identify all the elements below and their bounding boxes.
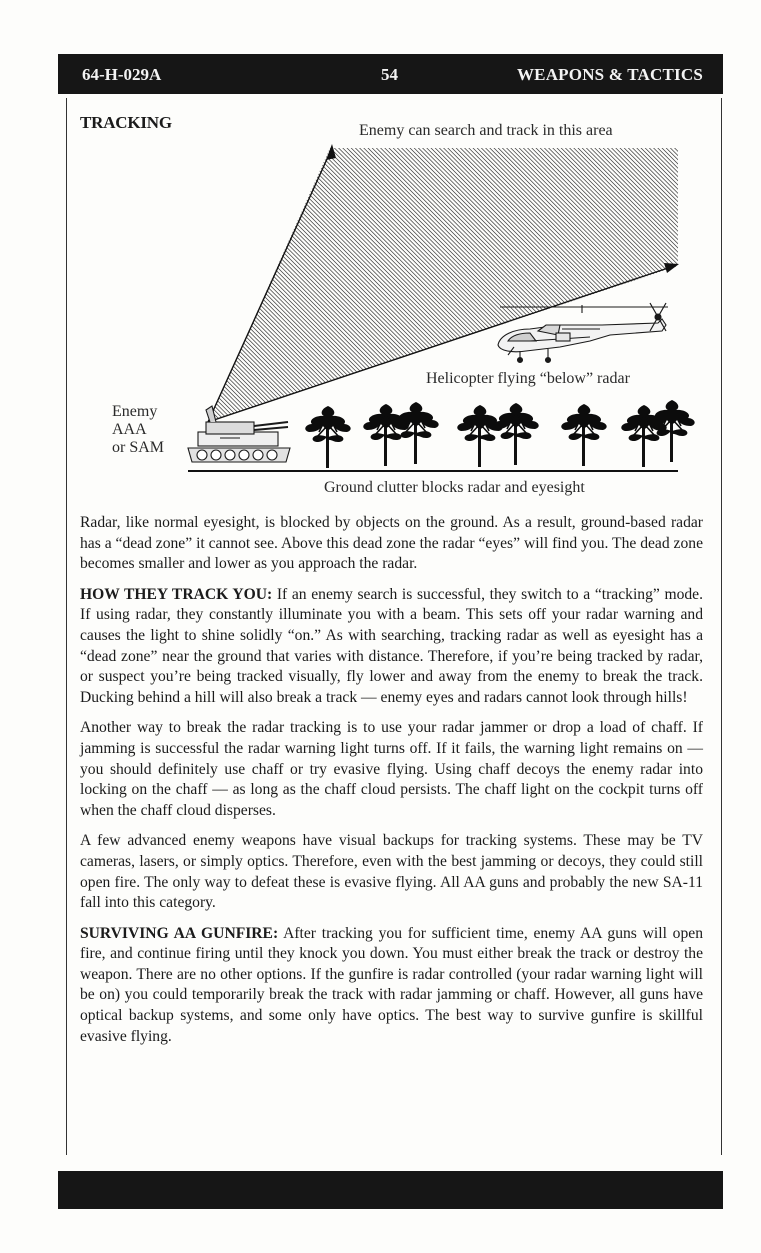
paragraph-surviving-gunfire	[80, 924, 703, 1048]
hatch-line	[60, 140, 265, 440]
page-footer-bar	[58, 1171, 723, 1209]
radar-beam-hatching	[60, 140, 720, 440]
hatch-line	[515, 140, 720, 440]
hatch-line	[60, 140, 316, 440]
hatch-line	[60, 140, 353, 440]
paragraph-text: A few advanced enemy weapons have visual backups for tracking systems. These may be TV cameras, lasers, or simply optics. Therefore, even with the best jamming or decoys, they could still open fire. The only way to defeat these is evasive flying. All AA guns and probably the new SA-11 fall into this category.	[80, 832, 703, 912]
hatch-line	[717, 140, 720, 440]
hatch-line	[60, 140, 253, 440]
hatch-line	[490, 140, 720, 440]
hatch-line	[427, 140, 720, 440]
beam-lower-edge	[208, 266, 674, 422]
hatch-line	[60, 140, 320, 440]
hatch-line	[60, 140, 290, 440]
hatch-line	[436, 140, 720, 440]
enemy-label-line3: or SAM	[112, 439, 165, 456]
hatch-line	[553, 140, 720, 440]
hatch-line	[688, 140, 720, 440]
paragraph-text: Radar, like normal eyesight, is blocked by objects on the ground. As a result, ground-based radar has a “dead zone” it cannot see. Above this dead zone the radar “eyes” will find you. The dead zone becomes smaller and lower as you approach the radar.	[80, 514, 703, 573]
hatch-line	[570, 140, 720, 440]
hatch-line	[444, 140, 720, 440]
search-area-label: Enemy can search and track in this area	[359, 122, 613, 139]
paragraph-break-tracking	[80, 718, 703, 821]
hatch-line	[524, 140, 720, 440]
hatch-line	[549, 140, 720, 440]
paragraph-text: If an enemy search is successful, they switch to a “tracking” mode. If using radar, they constantly illuminate you with a beam. This sets off your radar warning and causes the light to shine solidly “on.” As with searching, tracking radar as well as eyesight has a “dead zone” near the ground that varies with distance. Therefore, if you’re being tracked by radar, or suspect you’re being tracked visually, fly lower and away from the enemy to break the track. Ducking behind a hill will also break a track — enemy eyes and radars cannot look through hills!	[80, 585, 703, 706]
hatch-line	[60, 140, 345, 440]
ground-clutter-trees	[305, 400, 694, 468]
hatch-line	[431, 140, 720, 440]
hatch-line	[60, 140, 286, 440]
hatch-line	[60, 140, 244, 440]
hatch-line	[457, 140, 720, 440]
hatch-line	[60, 140, 337, 440]
hatch-line	[675, 140, 720, 440]
paragraph-visual-backups	[80, 831, 703, 913]
page-number: 54	[381, 65, 398, 84]
hatch-line	[60, 140, 311, 440]
right-margin-rule	[721, 98, 722, 1155]
helicopter-label: Helicopter flying “below” radar	[426, 370, 630, 387]
hatch-line	[60, 140, 299, 440]
hatch-line	[545, 140, 720, 440]
enemy-label-line2: AAA	[112, 421, 147, 438]
hatch-line	[469, 140, 720, 440]
hatch-line	[629, 140, 720, 440]
beam-upper-edge	[208, 148, 332, 422]
hatch-line	[60, 140, 341, 440]
hatch-line	[60, 140, 269, 440]
radar-tracking-diagram	[60, 100, 720, 500]
hatch-line	[713, 140, 720, 440]
hatch-line	[599, 140, 720, 440]
section-name: WEAPONS & TACTICS	[516, 65, 703, 84]
hatch-line	[612, 140, 720, 440]
hatch-line	[662, 140, 720, 440]
enemy-label-line1: Enemy	[112, 403, 158, 420]
hatch-line	[60, 140, 349, 440]
hatch-line	[60, 140, 282, 440]
hatch-line	[671, 140, 720, 440]
ground-clutter-label: Ground clutter blocks radar and eyesight	[324, 479, 585, 496]
hatch-line	[60, 140, 261, 440]
hatch-line	[608, 140, 720, 440]
hatch-line	[633, 140, 720, 440]
hatch-line	[566, 140, 720, 440]
hatch-line	[696, 140, 720, 440]
aaa-vehicle-illustration	[188, 406, 290, 462]
hatch-line	[637, 140, 720, 440]
hatch-line	[667, 140, 720, 440]
body-text	[80, 513, 703, 1057]
hatch-line	[595, 140, 720, 440]
hatch-line	[574, 140, 720, 440]
hatch-line	[604, 140, 720, 440]
beam-lower-arrowhead	[664, 263, 679, 273]
page-header	[58, 54, 723, 94]
hatch-line	[60, 140, 324, 440]
hatch-line	[528, 140, 720, 440]
hatch-line	[60, 140, 295, 440]
hatch-line	[692, 140, 720, 440]
hatch-line	[578, 140, 720, 440]
hatch-line	[679, 140, 720, 440]
hatch-line	[60, 140, 257, 440]
hatch-line	[461, 140, 720, 440]
hatch-line	[465, 140, 720, 440]
hatch-line	[536, 140, 720, 440]
paragraph-text: Another way to break the radar tracking is to use your radar jammer or drop a load of chaff. If jamming is successful the radar warning light turns off. If it fails, the warning light remains on — you should definitely use chaff or try evasive flying. Using chaff decoys the enemy radar into locking on the chaff — as long as the chaff cloud persists. The chaff light on the cockpit turns off when the chaff cloud disperses.	[80, 719, 703, 819]
hatch-line	[60, 140, 240, 440]
hatch-line	[620, 140, 720, 440]
run-in-heading: SURVIVING AA GUNFIRE:	[80, 924, 279, 942]
paragraph-how-they-track	[80, 585, 703, 709]
hatch-line	[452, 140, 720, 440]
hatch-line	[654, 140, 720, 440]
paragraph-text: After tracking you for sufficient time, enemy AA guns will open fire, and continue firing until they knock you down. You must either break the track or destroy the weapon. There are no other options. If the gunfire is radar controlled (your radar warning light will be on) you could temporarily break the track with radar jamming or chaff. However, all guns have optical backup systems, and some only have optics. The best way to survive gunfire is skillful evasive flying.	[80, 924, 703, 1045]
hatch-line	[704, 140, 720, 440]
hatch-line	[658, 140, 720, 440]
hatch-line	[650, 140, 720, 440]
hatch-line	[625, 140, 720, 440]
hatch-line	[541, 140, 720, 440]
document-id: 64-H-029A	[82, 65, 162, 84]
hatch-line	[499, 140, 720, 440]
hatch-line	[683, 140, 720, 440]
hatch-line	[511, 140, 720, 440]
hatch-line	[700, 140, 720, 440]
hatch-line	[520, 140, 720, 440]
section-title: TRACKING	[80, 113, 172, 132]
hatch-line	[709, 140, 720, 440]
run-in-heading: HOW THEY TRACK YOU:	[80, 585, 273, 603]
paragraph-radar-intro	[80, 513, 703, 575]
hatch-line	[494, 140, 720, 440]
